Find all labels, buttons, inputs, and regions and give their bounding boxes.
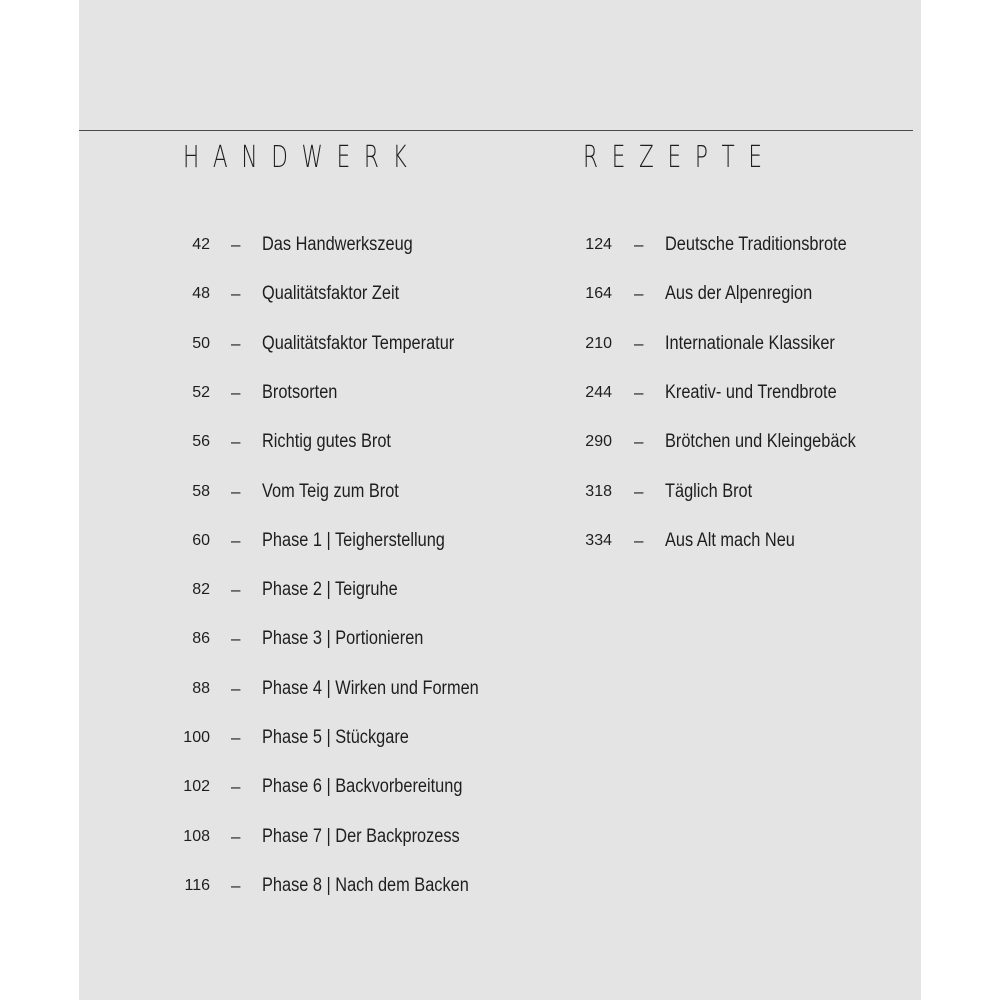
toc-entry-title: Kreativ- und Trendbrote [665, 381, 837, 403]
toc-separator: – [231, 382, 241, 402]
toc-page-number: 290 [585, 433, 612, 451]
toc-separator: – [231, 777, 241, 797]
toc-entry-title: Brotsorten [262, 381, 338, 403]
toc-page-number: 100 [183, 729, 210, 746]
toc-page-number: 56 [192, 433, 210, 451]
section-heading-handwerk: HANDWERK [183, 140, 421, 175]
toc-entry[interactable] [0, 572, 1000, 608]
toc-entry[interactable] [0, 523, 1000, 559]
toc-entry-title: Phase 7 | Der Backprozess [262, 825, 460, 847]
toc-separator: – [231, 432, 241, 452]
toc-entry-title: Aus der Alpenregion [665, 283, 813, 305]
toc-entry[interactable] [0, 375, 1000, 411]
toc-separator: – [634, 382, 644, 402]
toc-separator: – [634, 284, 644, 304]
toc-entry-title: Täglich Brot [665, 480, 753, 502]
toc-entry-title: Phase 6 | Backvorbereitung [262, 776, 463, 798]
toc-page-number: 108 [183, 827, 210, 845]
toc-separator: – [231, 284, 241, 304]
toc-entry[interactable] [0, 276, 1000, 312]
toc-entry-title: Qualitätsfaktor Temperatur [262, 332, 455, 354]
toc-page-number: 102 [183, 778, 210, 796]
toc-page-number: 88 [192, 679, 210, 697]
toc-separator: – [634, 530, 644, 550]
toc-separator: – [231, 826, 241, 846]
toc-page-number: 60 [192, 531, 210, 549]
toc-entry-title: Aus Alt mach Neu [665, 529, 795, 551]
toc-page-number: 334 [585, 531, 612, 549]
toc-separator: – [231, 629, 241, 649]
toc-entry-title: Phase 1 | Teigherstellung [262, 529, 445, 551]
toc-entry-title: Das Handwerkszeug [262, 234, 413, 255]
toc-page-number: 116 [184, 876, 210, 894]
toc-entry[interactable] [0, 474, 1000, 510]
toc-entry-title: Brötchen und Kleingebäck [665, 431, 856, 453]
toc-page-number: 58 [192, 482, 210, 500]
toc-entry-title: Richtig gutes Brot [262, 431, 391, 453]
toc-separator: – [231, 481, 241, 501]
toc-entry[interactable] [0, 720, 1000, 756]
toc-page-number: 42 [192, 236, 210, 253]
toc-separator: – [634, 481, 644, 501]
toc-entry[interactable] [0, 819, 1000, 855]
toc-entry[interactable] [0, 326, 1000, 362]
toc-separator: – [634, 432, 644, 452]
section-heading-rezepte: REZEPTE [583, 140, 776, 175]
toc-page-number: 50 [192, 334, 210, 352]
toc-page-number: 124 [585, 236, 612, 253]
toc-entry-title: Phase 2 | Teigruhe [262, 579, 398, 601]
toc-separator: – [231, 678, 241, 698]
toc-entry[interactable] [0, 227, 1000, 263]
toc-entry-title: Qualitätsfaktor Zeit [262, 283, 400, 305]
toc-entry-title: Phase 8 | Nach dem Backen [262, 874, 469, 896]
toc-page-number: 82 [192, 581, 210, 599]
toc-separator: – [231, 728, 241, 747]
toc-entry-title: Vom Teig zum Brot [262, 480, 399, 502]
toc-separator: – [231, 530, 241, 550]
toc-entry[interactable] [0, 868, 1000, 904]
toc-entry-title: Phase 3 | Portionieren [262, 628, 424, 650]
toc-entry[interactable] [0, 424, 1000, 460]
toc-entry[interactable] [0, 621, 1000, 657]
toc-entry-title: Phase 4 | Wirken und Formen [262, 677, 479, 699]
toc-entry-title: Deutsche Traditionsbrote [665, 234, 847, 255]
toc-entry-title: Internationale Klassiker [665, 332, 835, 354]
toc-separator: – [634, 235, 644, 254]
toc-separator: – [231, 333, 241, 353]
toc-separator: – [231, 235, 241, 254]
toc-page-number: 48 [192, 285, 210, 303]
toc-page-number: 318 [585, 482, 612, 500]
toc-page-number: 86 [192, 630, 210, 648]
toc-page-number: 210 [585, 334, 612, 352]
toc-entry-title: Phase 5 | Stückgare [262, 727, 409, 748]
toc-separator: – [634, 333, 644, 353]
toc-entry[interactable] [0, 769, 1000, 805]
toc-page-number: 164 [585, 285, 612, 303]
header-rule [79, 130, 913, 131]
toc-entry[interactable] [0, 671, 1000, 707]
toc-page-number: 52 [192, 383, 210, 401]
toc-separator: – [231, 875, 241, 895]
toc-page-number: 244 [585, 383, 612, 401]
toc-separator: – [231, 580, 241, 600]
